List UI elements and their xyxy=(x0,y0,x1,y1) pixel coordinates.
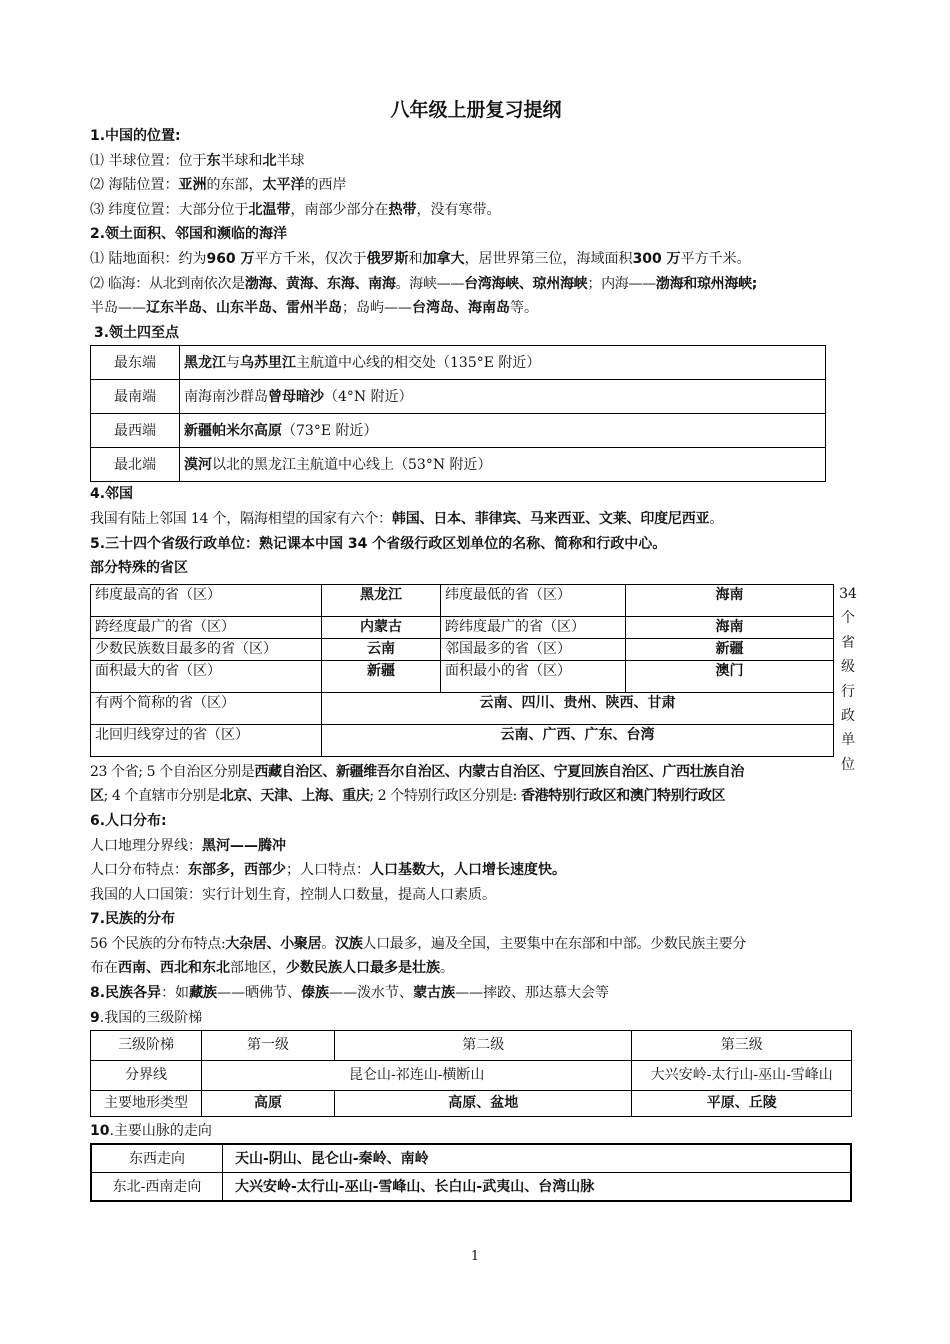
hemisphere-position: ⑴ 半球位置：位于东半球和北半球 xyxy=(90,152,305,169)
side-char: 省 xyxy=(841,634,855,651)
terrain-value: 平原、丘陵 xyxy=(632,1091,852,1117)
section-2-heading: 2.领土面积、邻国和濒临的海洋 xyxy=(90,226,288,243)
province-criterion: 面积最小的省（区） xyxy=(441,660,626,692)
province-answer: 海南 xyxy=(626,584,834,616)
table-row xyxy=(91,660,834,692)
section-8-ethnic-festivals: 8.民族各异：如藏族——晒佛节、傣族——泼水节、蒙古族——摔跤、那达慕大会等 xyxy=(90,985,610,1002)
table-row xyxy=(91,1061,852,1091)
province-criterion: 纬度最高的省（区） xyxy=(91,584,322,616)
extreme-point-value: 南海南沙群岛曾母暗沙（4°N 附近） xyxy=(180,380,826,414)
table-row xyxy=(91,1173,851,1202)
population-boundary: 人口地理分界线：黑河——腾冲 xyxy=(90,837,286,854)
section-1-heading: 1.中国的位置: xyxy=(90,128,181,144)
table-header: 第二级 xyxy=(335,1031,632,1061)
province-answer: 云南、广西、广东、台湾 xyxy=(322,724,834,756)
neighbor-countries: 我国有陆上邻国 14 个，隔海相望的国家有六个：韩国、日本、菲律宾、马来西亚、文莱、印度尼西亚。 xyxy=(90,510,724,527)
ethnic-distribution-line-2: 布在西南、西北和东北部地区，少数民族人口最多是壮族。 xyxy=(90,960,454,977)
population-policy: 我国的人口国策：实行计划生育，控制人口数量，提高人口素质。 xyxy=(90,886,496,903)
adjacent-seas: ⑵ 临海：从北到南依次是渤海、黄海、东海、南海。海峡——台湾海峡、琼州海峡；内海——渤海和琼州海峡; xyxy=(90,275,758,292)
table-row xyxy=(91,448,826,482)
section-9-heading: 9.我国的三级阶梯 xyxy=(90,1009,203,1026)
boundary-value: 昆仑山-祁连山-横断山 xyxy=(202,1061,632,1091)
province-criterion: 跨经度最广的省（区） xyxy=(91,616,322,638)
province-criterion: 面积最大的省（区） xyxy=(91,660,322,692)
side-char: 级 xyxy=(841,659,855,676)
table-row xyxy=(91,380,826,414)
section-4-heading: 4.邻国 xyxy=(90,486,134,503)
side-char: 单 xyxy=(841,732,855,749)
side-char: 34 xyxy=(839,586,857,602)
table-row xyxy=(91,584,834,616)
extreme-point-label: 最北端 xyxy=(91,448,180,482)
peninsulas-islands: 半岛——辽东半岛、山东半岛、雷州半岛；岛屿——台湾岛、海南岛等。 xyxy=(90,300,538,317)
provinces-summary-line-2: 区; 4 个直辖市分别是北京、天津、上海、重庆; 2 个特别行政区分别是: 香港特别行政区和澳门特别行政区 xyxy=(90,788,726,805)
table-row xyxy=(91,1031,852,1061)
direction-label: 东西走向 xyxy=(91,1144,223,1173)
extreme-point-value: 新疆帕米尔高原（73°E 附近） xyxy=(180,414,826,448)
table-row xyxy=(91,414,826,448)
population-features: 人口分布特点：东部多，西部少；人口特点：人口基数大，人口增长速度快。 xyxy=(90,862,566,879)
province-criterion: 有两个简称的省（区） xyxy=(91,692,322,724)
province-answer: 澳门 xyxy=(626,660,834,692)
table-row xyxy=(91,692,834,724)
table-header: 第一级 xyxy=(202,1031,335,1061)
special-provinces-subheading: 部分特殊的省区 xyxy=(90,560,188,577)
province-answer: 新疆 xyxy=(322,660,441,692)
section-7-heading: 7.民族的分布 xyxy=(90,911,176,928)
table-row xyxy=(91,724,834,756)
special-provinces-table xyxy=(90,584,834,757)
table-row xyxy=(91,1144,851,1173)
province-criterion: 邻国最多的省（区） xyxy=(441,638,626,660)
province-criterion: 少数民族数目最多的省（区） xyxy=(91,638,322,660)
terrain-value: 高原 xyxy=(202,1091,335,1117)
extreme-points-table xyxy=(90,345,826,482)
extreme-point-value: 黑龙江与乌苏里江主航道中心线的相交处（135°E 附近） xyxy=(180,346,826,380)
province-answer: 海南 xyxy=(626,616,834,638)
row-label: 分界线 xyxy=(91,1061,202,1091)
row-label: 主要地形类型 xyxy=(91,1091,202,1117)
province-answer: 黑龙江 xyxy=(322,584,441,616)
mountain-list: 天山-阴山、昆仑山-秦岭、南岭 xyxy=(223,1144,852,1173)
side-char: 行 xyxy=(841,683,855,700)
extreme-point-label: 最西端 xyxy=(91,414,180,448)
province-criterion: 跨纬度最广的省（区） xyxy=(441,616,626,638)
table-row xyxy=(91,616,834,638)
province-answer: 内蒙古 xyxy=(322,616,441,638)
section-10-heading: 10.主要山脉的走向 xyxy=(90,1122,212,1139)
side-char: 政 xyxy=(841,708,855,725)
latitude-position: ⑶ 纬度位置：大部分位于北温带，南部少部分在热带，没有寒带。 xyxy=(90,201,501,218)
mountain-list: 大兴安岭-太行山-巫山-雪峰山、长白山-武夷山、台湾山脉 xyxy=(223,1173,852,1202)
land-area: ⑴ 陆地面积：约为960 万平方千米，仅次于俄罗斯和加拿大，居世界第三位，海域面积300 万平方千米。 xyxy=(90,250,751,267)
table-row xyxy=(91,1091,852,1117)
ethnic-distribution-line-1: 56 个民族的分布特点:大杂居、小聚居。汉族人口最多，遍及全国，主要集中在东部和中部。少数民族主要分 xyxy=(90,935,747,952)
province-answer: 云南 xyxy=(322,638,441,660)
section-3-heading: 3.领土四至点 xyxy=(94,324,180,341)
table-header: 三级阶梯 xyxy=(91,1031,202,1061)
province-answer: 云南、四川、贵州、陕西、甘肃 xyxy=(322,692,834,724)
table-row xyxy=(91,346,826,380)
province-criterion: 北回归线穿过的省（区） xyxy=(91,724,322,756)
mountain-directions-table xyxy=(90,1143,852,1202)
extreme-point-label: 最南端 xyxy=(91,380,180,414)
section-5-heading: 5.三十四个省级行政单位：熟记课本中国 34 个省级行政区划单位的名称、简称和行政中心。 xyxy=(90,535,667,552)
page-number: 1 xyxy=(470,1249,480,1264)
provinces-summary-line-1: 23 个省; 5 个自治区分别是西藏自治区、新疆维吾尔自治区、内蒙古自治区、宁夏回族自治区、广西壮族自治 xyxy=(90,763,744,780)
extreme-point-label: 最东端 xyxy=(91,346,180,380)
document-title: 八年级上册复习提纲 xyxy=(390,99,562,121)
section-6-heading: 6.人口分布: xyxy=(90,812,167,829)
side-char: 个 xyxy=(841,610,855,627)
terrain-value: 高原、盆地 xyxy=(335,1091,632,1117)
land-sea-position: ⑵ 海陆位置：亚洲的东部，太平洋的西岸 xyxy=(90,177,347,194)
side-char: 位 xyxy=(841,756,855,773)
terrain-steps-table xyxy=(90,1030,852,1117)
province-criterion: 纬度最低的省（区） xyxy=(441,584,626,616)
table-header: 第三级 xyxy=(632,1031,852,1061)
extreme-point-value: 漠河以北的黑龙江主航道中心线上（53°N 附近） xyxy=(180,448,826,482)
direction-label: 东北-西南走向 xyxy=(91,1173,223,1202)
boundary-value: 大兴安岭-太行山-巫山-雪峰山 xyxy=(632,1061,852,1091)
side-vertical-text xyxy=(836,582,860,777)
table-row xyxy=(91,638,834,660)
province-answer: 新疆 xyxy=(626,638,834,660)
document-page xyxy=(90,96,862,1202)
